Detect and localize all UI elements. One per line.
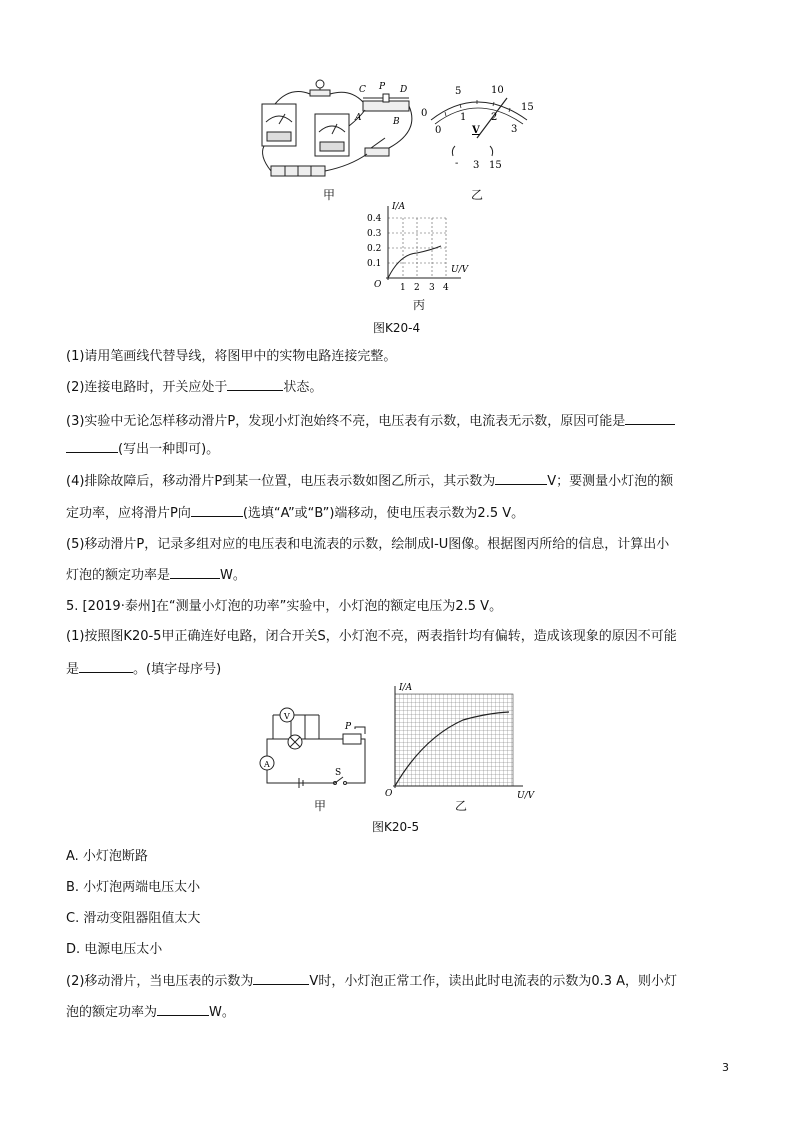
- x-tick-4: 4: [443, 283, 449, 293]
- y-tick-04: 0.4: [367, 214, 382, 224]
- symbol-v: V: [284, 712, 290, 721]
- q5-part1-text-b: 是: [66, 662, 80, 677]
- q5-part1-line1: (1)按照图K20-5甲正确连好电路，闭合开关S，小灯泡不亮，两表指针均有偏转，造成该现象的原因不可能: [66, 629, 677, 644]
- dial-bottom-3: 3: [511, 124, 518, 135]
- q4-part2-line: [66, 378, 322, 397]
- figure-k20-4-yi-voltmeter: [415, 80, 540, 178]
- terminal-minus: -: [455, 158, 459, 169]
- q4-part4-text-d: (选填“A”或“B”)端移动，使电压表示数为2.5 V。: [242, 506, 525, 521]
- graph-x-label: U/V: [451, 265, 469, 275]
- q4-part5-blank: [170, 566, 220, 579]
- symbol-s: S: [335, 768, 342, 778]
- figure-k20-5-yi-graph: [383, 678, 543, 800]
- dial-bottom-0: 0: [435, 125, 442, 136]
- graph-y-label: I/A: [392, 202, 406, 212]
- dial-bottom-1: 1: [460, 112, 467, 123]
- q4-part2-blank: [227, 378, 283, 391]
- figure-k20-4-caption: 图K20-4: [373, 321, 421, 335]
- q5-part2-blank-1: [253, 972, 309, 985]
- q4-part3-text-b: (写出一种即可)。: [118, 442, 220, 457]
- graph2-origin: O: [385, 789, 393, 799]
- q4-part5-line1: (5)移动滑片P，记录多组对应的电压表和电流表的示数，绘制成I-U图像。根据图丙所给的信息，计算出小: [66, 537, 670, 552]
- page-number: 3: [722, 1061, 729, 1074]
- q4-part4-blank-1: [495, 472, 547, 485]
- dial-top-15: 15: [521, 102, 534, 113]
- q4-part5-text-c: W。: [220, 568, 246, 583]
- q4-part3-line1: [66, 412, 675, 431]
- q5-part1-blank: [79, 660, 133, 673]
- x-tick-3: 3: [429, 283, 435, 293]
- terminal-15: 15: [489, 160, 502, 171]
- q4-part3-blank-1: [625, 412, 675, 425]
- letter-a: A: [355, 113, 362, 123]
- figure-k20-4-bing-label: 丙: [413, 298, 426, 312]
- option-b: B. 小灯泡两端电压太小: [66, 880, 201, 895]
- q5-part2-text-b: V时，小灯泡正常工作，读出此时电流表的示数为0.3 A，则小灯: [309, 974, 678, 989]
- q5-part1-text-c: 。(填字母序号): [133, 662, 222, 677]
- letter-p: P: [379, 82, 386, 92]
- q4-part3-blank-2: [66, 440, 118, 453]
- figure-k20-5-caption: 图K20-5: [372, 820, 420, 834]
- q5-part2-blank-2: [157, 1003, 209, 1016]
- figure-k20-4-bing-graph: [365, 198, 477, 294]
- letter-d: D: [400, 85, 408, 95]
- y-tick-01: 0.1: [367, 259, 382, 269]
- dial-symbol-v: V: [472, 125, 480, 136]
- q4-part2-text-b: 状态。: [283, 380, 323, 395]
- figure-k20-5-yi-label: 乙: [455, 799, 468, 813]
- y-tick-03: 0.3: [367, 229, 382, 239]
- dial-top-5: 5: [455, 86, 462, 97]
- option-d: D. 电源电压太小: [66, 942, 163, 957]
- q5-part2-line1: [66, 972, 677, 991]
- q4-part1: (1)请用笔画线代替导线，将图甲中的实物电路连接完整。: [66, 349, 397, 364]
- option-c: C. 滑动变阻器阻值太大: [66, 911, 201, 926]
- q4-part4-text-a: (4)排除故障后，移动滑片P到某一位置，电压表示数如图乙所示，其示数为: [66, 474, 496, 489]
- dial-top-10: 10: [491, 85, 504, 96]
- dial-top-0: 0: [421, 108, 428, 119]
- q4-part4-line2: [66, 504, 524, 523]
- letter-b: B: [393, 117, 400, 127]
- figure-k20-4-jia-circuit: [255, 76, 430, 184]
- q5-part2-text-a: (2)移动滑片，当电压表的示数为: [66, 974, 254, 989]
- x-tick-1: 1: [400, 283, 406, 293]
- q4-part5-line2: [66, 566, 246, 585]
- q4-part4-text-b: V；要测量小灯泡的额: [547, 474, 674, 489]
- q4-part3-line2: [66, 440, 219, 459]
- q5-heading: 5. [2019·泰州]在“测量小灯泡的功率”实验中，小灯泡的额定电压为2.5 V。: [66, 599, 503, 614]
- graph-origin: O: [374, 280, 382, 290]
- option-a: A. 小灯泡断路: [66, 849, 148, 864]
- q4-part4-text-c: 定功率，应将滑片P向: [66, 506, 191, 521]
- q4-part4-line1: [66, 472, 673, 491]
- q4-part3-text-a: (3)实验中无论怎样移动滑片P，发现小灯泡始终不亮，电压表有示数，电流表无示数，原因可能是: [66, 414, 626, 429]
- figure-k20-5-jia-circuit: [255, 705, 375, 805]
- symbol-p: P: [345, 722, 352, 732]
- y-tick-02: 0.2: [367, 244, 382, 254]
- q5-part1-line2: [66, 660, 221, 679]
- graph2-y-label: I/A: [399, 683, 413, 693]
- q4-part4-blank-2: [191, 504, 243, 517]
- graph2-x-label: U/V: [517, 791, 535, 800]
- terminal-3: 3: [473, 160, 480, 171]
- symbol-a: A: [264, 760, 270, 769]
- dial-bottom-2: 2: [491, 112, 498, 123]
- letter-c: C: [359, 85, 366, 95]
- q5-part2-text-d: W。: [209, 1005, 235, 1020]
- q4-part2-text-a: (2)连接电路时，开关应处于: [66, 380, 228, 395]
- figure-k20-4-yi-label: 乙: [471, 188, 484, 202]
- figure-k20-4-jia-label: 甲: [323, 188, 336, 202]
- q5-part2-line2: [66, 1003, 235, 1022]
- q4-part5-text-b: 灯泡的额定功率是: [66, 568, 171, 583]
- figure-k20-5-jia-label: 甲: [314, 799, 327, 813]
- x-tick-2: 2: [414, 283, 420, 293]
- q5-part2-text-c: 泡的额定功率为: [66, 1005, 158, 1020]
